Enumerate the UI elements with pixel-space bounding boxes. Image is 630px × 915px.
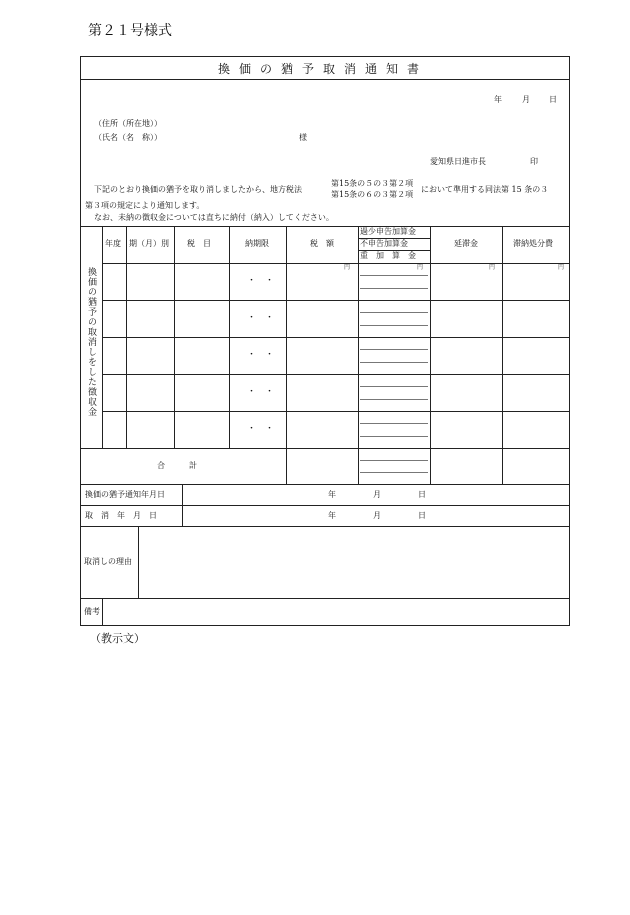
remarks-label: 備考 xyxy=(84,607,100,616)
remarks-label-divider xyxy=(102,598,103,626)
yen-mark-additions: 円 xyxy=(417,264,424,271)
addition-subline xyxy=(360,349,428,350)
body-line3: なお、未納の徴収金については直ちに納付（納入）してください。 xyxy=(94,213,334,222)
total-top-line xyxy=(81,448,569,449)
reason-bottom-line xyxy=(81,598,569,599)
yen-mark-amount: 円 xyxy=(344,264,351,271)
form-title: 換価の猶予取消通知書 xyxy=(218,62,429,76)
addition-subline xyxy=(360,460,428,461)
total-label: 合 計 xyxy=(157,461,197,470)
notice-date-label: 換価の猶予通知年月日 xyxy=(85,490,165,499)
addition-subline xyxy=(360,312,428,313)
addition-header-line-1 xyxy=(358,238,430,239)
col-line-period xyxy=(174,226,175,448)
notice-form xyxy=(80,56,570,626)
header-period: 期（月）別 xyxy=(129,239,169,248)
address-label: （住所（所在地）） xyxy=(94,119,162,128)
col-line-amount xyxy=(358,226,359,484)
footer-instruction: （教示文） xyxy=(90,632,145,645)
header-enforcement: 滞納処分費 xyxy=(513,239,553,248)
yen-mark-delinquency: 円 xyxy=(489,264,496,271)
addition-subline xyxy=(360,275,428,276)
addition-subline xyxy=(360,423,428,424)
col-line-due xyxy=(286,226,287,484)
header-addition-2: 不申告加算金 xyxy=(360,239,408,248)
notice-date-day: 日 xyxy=(418,490,426,499)
header-addition-3: 重 加 算 金 xyxy=(360,251,416,260)
cancel-date-label: 取 消 年 月 日 xyxy=(85,511,157,520)
addition-subline xyxy=(360,362,428,363)
col-line-year xyxy=(126,226,127,448)
form-number: 第２１号様式 xyxy=(88,23,172,39)
body-line1-after: において準用する同法第 15 条の３ xyxy=(421,185,549,194)
header-due: 納期限 xyxy=(245,239,269,248)
header-tax-item: 税 目 xyxy=(187,239,211,248)
side-label-divider xyxy=(102,226,103,448)
header-delinquency: 延滞金 xyxy=(454,239,478,248)
due-dots-row-5: ・ ・ xyxy=(247,424,275,434)
date-year: 年 xyxy=(494,95,502,104)
row-line-1 xyxy=(102,300,569,301)
body-line1-before: 下記のとおり換価の猶予を取り消しましたから、地方税法 xyxy=(94,185,302,194)
addition-subline xyxy=(360,288,428,289)
header-addition-1: 過少申告加算金 xyxy=(360,227,416,236)
col-line-additions xyxy=(430,226,431,484)
reason-label-divider xyxy=(138,526,139,598)
notice-date-bottom-line xyxy=(81,505,569,506)
title-divider xyxy=(81,79,569,80)
due-dots-row-1: ・ ・ xyxy=(247,276,275,286)
date-label-divider xyxy=(182,484,183,526)
cancel-date-year: 年 xyxy=(328,511,336,520)
table-top-line xyxy=(81,226,569,227)
total-bottom-line xyxy=(81,484,569,485)
due-dots-row-3: ・ ・ xyxy=(247,350,275,360)
notice-date-year: 年 xyxy=(328,490,336,499)
header-year: 年度 xyxy=(105,239,121,248)
due-dots-row-2: ・ ・ xyxy=(247,313,275,323)
header-amount: 税 額 xyxy=(310,239,334,248)
row-line-3 xyxy=(102,374,569,375)
issuer-name: 愛知県日進市長 xyxy=(430,157,486,166)
addition-subline xyxy=(360,325,428,326)
clause-top: 第15条の５の３第２項 xyxy=(331,179,414,188)
side-label: 換価の猶予の取消しをした徴収金 xyxy=(86,267,96,417)
cancel-date-month: 月 xyxy=(373,511,381,520)
seal-mark: 印 xyxy=(530,157,538,166)
cancel-date-bottom-line xyxy=(81,526,569,527)
cancel-date-day: 日 xyxy=(418,511,426,520)
date-month: 月 xyxy=(522,95,530,104)
addition-subline xyxy=(360,399,428,400)
body-line2: 第３項の規定により通知します。 xyxy=(85,201,205,210)
notice-date-month: 月 xyxy=(373,490,381,499)
addition-subline xyxy=(360,386,428,387)
date-day: 日 xyxy=(549,95,557,104)
row-line-4 xyxy=(102,411,569,412)
clause-bottom: 第15条の６の３第２項 xyxy=(331,190,414,199)
yen-mark-enforcement: 円 xyxy=(558,264,565,271)
col-line-delinquency xyxy=(502,226,503,484)
reason-label: 取消しの理由 xyxy=(84,557,132,566)
due-dots-row-4: ・ ・ xyxy=(247,387,275,397)
col-line-tax xyxy=(229,226,230,448)
header-bottom-line xyxy=(102,263,569,264)
addition-header-line-2 xyxy=(358,250,430,251)
honorific: 様 xyxy=(299,133,307,142)
addition-subline xyxy=(360,472,428,473)
row-line-2 xyxy=(102,337,569,338)
addition-subline xyxy=(360,436,428,437)
name-label: （氏名（名 称）） xyxy=(94,133,162,142)
